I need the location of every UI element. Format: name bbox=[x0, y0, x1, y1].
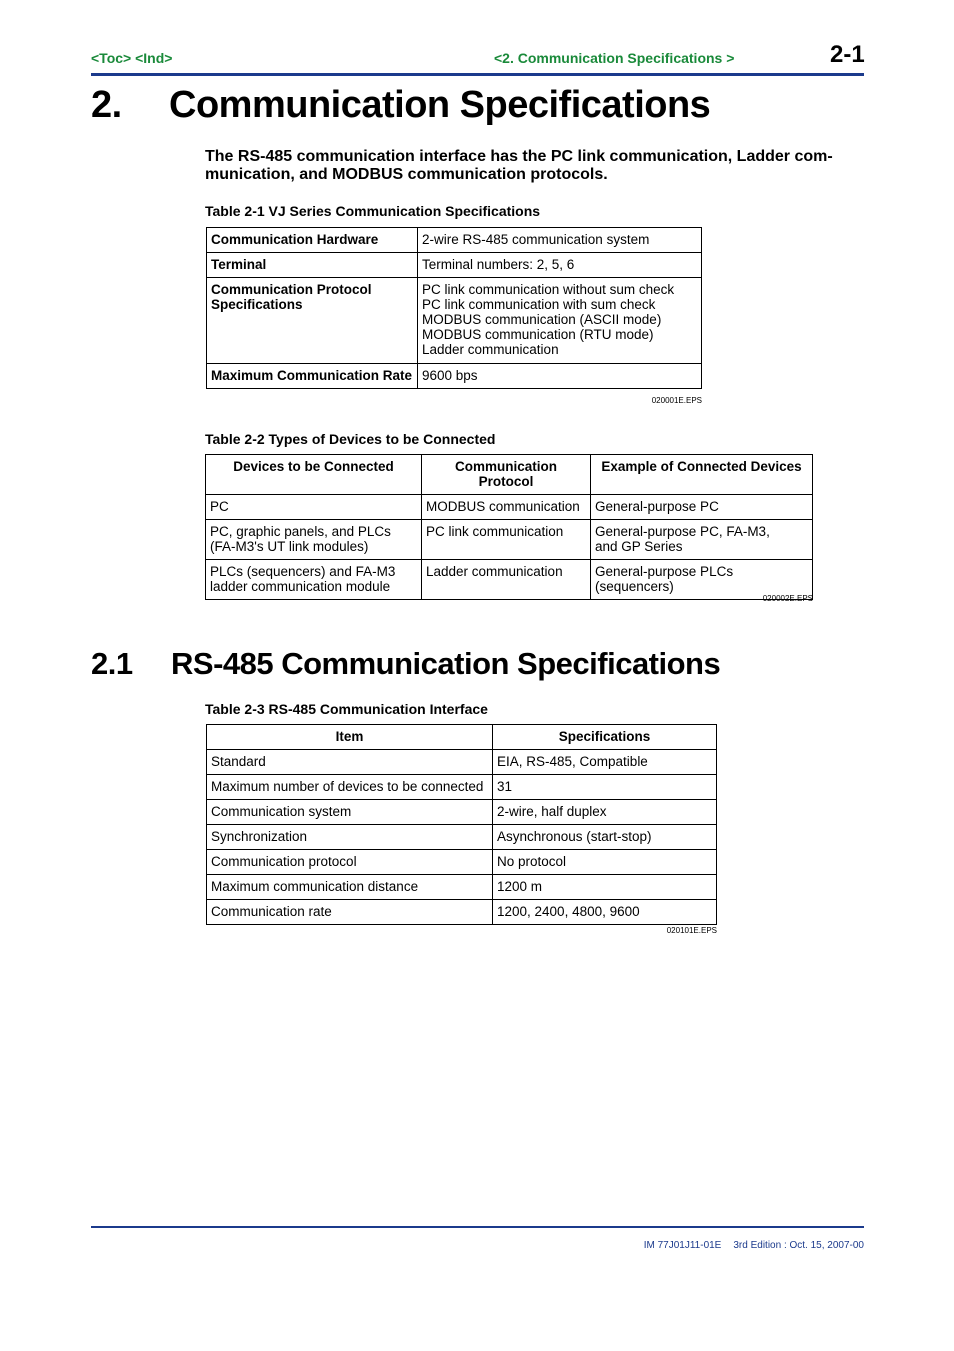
table-cell: General-purpose PC bbox=[591, 495, 813, 520]
table-2-2 bbox=[205, 454, 813, 600]
table-2-3-caption: Table 2-3 RS-485 Communication Interface bbox=[205, 701, 488, 717]
column-header: Example of Connected Devices bbox=[591, 455, 813, 495]
table-row bbox=[207, 253, 702, 278]
page-number: 2-1 bbox=[830, 41, 865, 68]
table-cell-value: 9600 bps bbox=[418, 364, 702, 389]
cell-line: General-purpose PC, FA-M3, bbox=[595, 524, 770, 539]
table-cell bbox=[591, 520, 813, 560]
table-cell: 2-wire, half duplex bbox=[493, 800, 717, 825]
chapter-number: 2. bbox=[91, 84, 122, 126]
value-line: Ladder communication bbox=[422, 342, 559, 357]
table-row bbox=[206, 520, 813, 560]
eps-label: 020001E.EPS bbox=[651, 396, 702, 405]
eps-label: 020002E.EPS bbox=[762, 594, 813, 603]
table-row bbox=[207, 228, 702, 253]
table-2-2-caption: Table 2-2 Types of Devices to be Connected bbox=[205, 431, 496, 447]
table-cell: PC link communication bbox=[422, 520, 591, 560]
table-2-1-caption: Table 2-1 VJ Series Communication Specifications bbox=[205, 203, 541, 219]
table-cell-label: Maximum Communication Rate bbox=[207, 364, 418, 389]
table-header-row bbox=[206, 455, 813, 495]
table-cell: 31 bbox=[493, 775, 717, 800]
table-cell: 1200, 2400, 4800, 9600 bbox=[493, 900, 717, 925]
table-cell: PC bbox=[206, 495, 422, 520]
label-line: Specifications bbox=[211, 297, 303, 312]
table-cell: Communication rate bbox=[207, 900, 493, 925]
table-row bbox=[206, 495, 813, 520]
eps-label: 020101E.EPS bbox=[666, 926, 717, 935]
table-cell-label bbox=[207, 278, 418, 364]
cell-line: General-purpose PLCs bbox=[595, 564, 734, 579]
table-cell: 1200 m bbox=[493, 875, 717, 900]
cell-line: ladder communication module bbox=[210, 579, 391, 594]
table-row bbox=[207, 364, 702, 389]
table-cell bbox=[206, 520, 422, 560]
column-header: Item bbox=[207, 725, 493, 750]
toc-ind-links[interactable]: <Toc> <Ind> bbox=[91, 50, 173, 66]
cell-line: PLCs (sequencers) and FA-M3 bbox=[210, 564, 396, 579]
table-row bbox=[207, 875, 717, 900]
intro-paragraph bbox=[205, 148, 855, 184]
table-cell: Maximum communication distance bbox=[207, 875, 493, 900]
table-cell: No protocol bbox=[493, 850, 717, 875]
table-row bbox=[207, 825, 717, 850]
table-cell: Maximum number of devices to be connected bbox=[207, 775, 493, 800]
value-line: PC link communication with sum check bbox=[422, 297, 656, 312]
column-header: Communication Protocol bbox=[422, 455, 591, 495]
table-2-1 bbox=[206, 227, 702, 389]
intro-line: munication, and MODBUS communication protocols. bbox=[205, 166, 608, 183]
footer bbox=[644, 1240, 864, 1251]
doc-id: IM 77J01J11-01E bbox=[643, 1240, 722, 1251]
table-row bbox=[207, 800, 717, 825]
table-row bbox=[207, 278, 702, 364]
cell-line: and GP Series bbox=[595, 539, 683, 554]
table-cell: Asynchronous (start-stop) bbox=[493, 825, 717, 850]
table-row bbox=[207, 750, 717, 775]
chapter-heading bbox=[91, 84, 710, 127]
table-2-3 bbox=[206, 724, 717, 925]
table-cell: EIA, RS-485, Compatible bbox=[493, 750, 717, 775]
column-header: Specifications bbox=[493, 725, 717, 750]
table-cell: Synchronization bbox=[207, 825, 493, 850]
column-header: Devices to be Connected bbox=[206, 455, 422, 495]
label-line: Communication Protocol bbox=[211, 282, 372, 297]
table-cell-label: Terminal bbox=[207, 253, 418, 278]
value-line: MODBUS communication (RTU mode) bbox=[422, 327, 654, 342]
table-cell bbox=[206, 560, 422, 600]
table-cell-label: Communication Hardware bbox=[207, 228, 418, 253]
chapter-title: Communication Specifications bbox=[169, 84, 711, 126]
section-title: RS-485 Communication Specifications bbox=[171, 646, 721, 681]
table-cell: Standard bbox=[207, 750, 493, 775]
table-cell-value: Terminal numbers: 2, 5, 6 bbox=[418, 253, 702, 278]
section-number: 2.1 bbox=[91, 646, 133, 681]
cell-line: (sequencers) bbox=[595, 579, 674, 594]
section-heading bbox=[91, 646, 720, 682]
table-row bbox=[207, 775, 717, 800]
table-cell: MODBUS communication bbox=[422, 495, 591, 520]
table-cell: Communication protocol bbox=[207, 850, 493, 875]
table-header-row bbox=[207, 725, 717, 750]
breadcrumb[interactable]: <2. Communication Specifications > bbox=[494, 50, 735, 66]
value-line: PC link communication without sum check bbox=[422, 282, 675, 297]
intro-line: The RS-485 communication interface has the PC link communication, Ladder com- bbox=[205, 148, 833, 165]
table-row bbox=[207, 850, 717, 875]
header-rule bbox=[91, 73, 864, 76]
edition: 3rd Edition : Oct. 15, 2007-00 bbox=[733, 1240, 864, 1251]
cell-line: PC, graphic panels, and PLCs bbox=[210, 524, 391, 539]
table-cell-value: 2-wire RS-485 communication system bbox=[418, 228, 702, 253]
table-cell-value bbox=[418, 278, 702, 364]
table-row bbox=[207, 900, 717, 925]
cell-line: (FA-M3's UT link modules) bbox=[210, 539, 369, 554]
table-cell: Communication system bbox=[207, 800, 493, 825]
footer-rule bbox=[91, 1226, 864, 1228]
table-cell: Ladder communication bbox=[422, 560, 591, 600]
value-line: MODBUS communication (ASCII mode) bbox=[422, 312, 662, 327]
